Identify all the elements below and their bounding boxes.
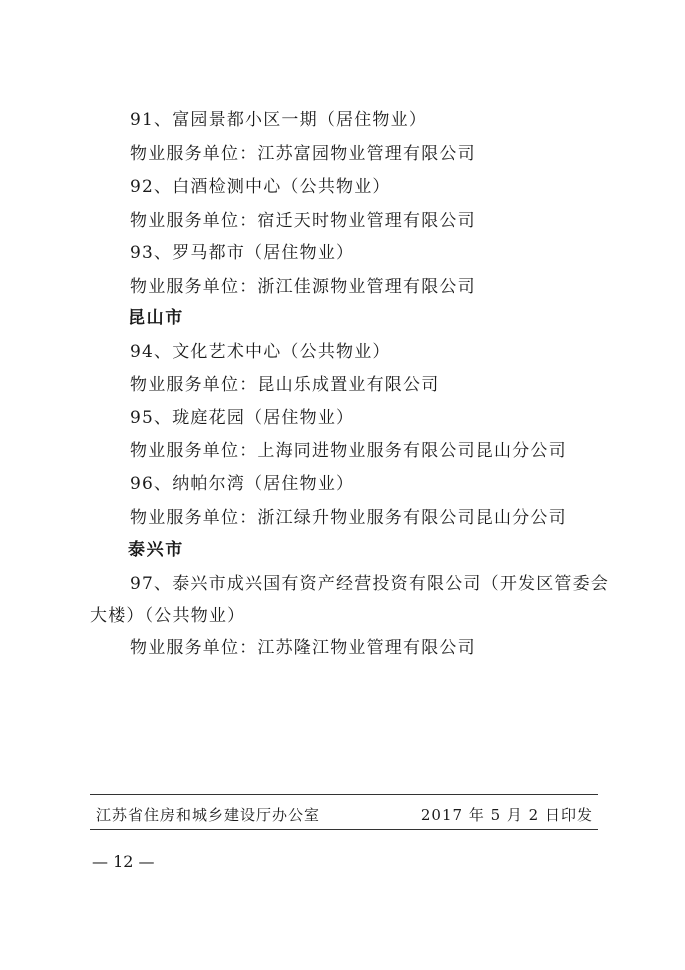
entry-94-title: 94、文化艺术中心（公共物业） [130,342,391,362]
footer-issuer: 江苏省住房和城乡建设厅办公室 [96,806,321,824]
entry-91-service: 物业服务单位：江苏富园物业管理有限公司 [130,144,476,164]
entry-93-service: 物业服务单位：浙江佳源物业管理有限公司 [130,277,476,297]
entry-92-title: 92、白酒检测中心（公共物业） [130,177,391,197]
city-heading-taixing: 泰兴市 [128,540,184,560]
city-heading-kunshan: 昆山市 [128,308,184,328]
entry-96-service: 物业服务单位：浙江绿升物业服务有限公司昆山分公司 [130,508,567,528]
entry-96-title: 96、纳帕尔湾（居住物业） [130,474,355,494]
entry-94-service: 物业服务单位：昆山乐成置业有限公司 [130,375,440,395]
entry-93-title: 93、罗马都市（居住物业） [130,243,355,263]
entry-97-service: 物业服务单位：江苏隆江物业管理有限公司 [130,638,476,658]
entry-95-title: 95、珑庭花园（居住物业） [130,408,355,428]
footer-bottom-rule [90,829,598,830]
entry-95-service: 物业服务单位：上海同进物业服务有限公司昆山分公司 [130,441,567,461]
page-number: — 12 — [92,852,155,871]
entry-97-title-line2: 大楼）（公共物业） [90,606,246,626]
footer-top-rule [90,794,598,795]
entry-92-service: 物业服务单位：宿迁天时物业管理有限公司 [130,211,476,231]
footer-date: 2017 年 5 月 2 日印发 [420,806,593,824]
entry-91-title: 91、富园景都小区一期（居住物业） [130,110,428,130]
entry-97-title-line1: 97、泰兴市成兴国有资产经营投资有限公司（开发区管委会 [130,574,610,594]
